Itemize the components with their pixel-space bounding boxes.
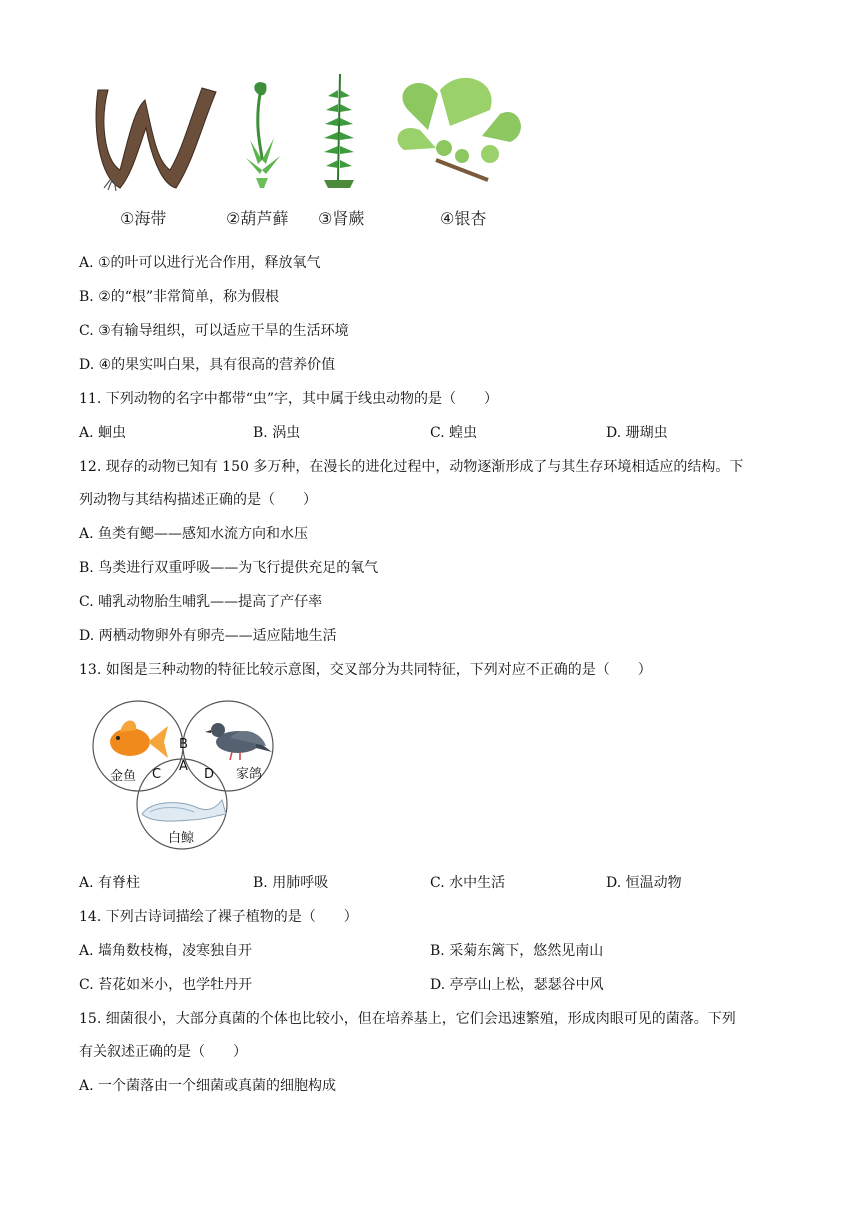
goldfish-icon bbox=[110, 721, 168, 759]
caption-moss: ②葫芦藓 bbox=[226, 209, 289, 228]
q11-option-a[interactable]: A. 蛔虫 bbox=[79, 425, 127, 441]
q14-option-b[interactable]: B. 采菊东篱下，悠然见南山 bbox=[430, 943, 604, 959]
q13-option-b[interactable]: B. 用肺呼吸 bbox=[253, 875, 329, 891]
q15-option-a[interactable]: A. 一个菌落由一个细菌或真菌的细胞构成 bbox=[79, 1078, 337, 1094]
fern-illustration bbox=[324, 74, 354, 188]
q14-option-d[interactable]: D. 亭亭山上松，瑟瑟谷中风 bbox=[430, 977, 604, 993]
q11-option-b[interactable]: B. 涡虫 bbox=[253, 425, 301, 441]
q15-stem-line1: 15. 细菌很小，大部分真菌的个体也比较小，但在培养基上，它们会迅速繁殖，形成肉眼可见的菌落。下列 bbox=[79, 1011, 736, 1027]
q13-stem: 13. 如图是三种动物的特征比较示意图，交叉部分为共同特征，下列对应不正确的是（ ） bbox=[79, 662, 652, 678]
q10-option-a[interactable]: A. ①的叶可以进行光合作用，释放氧气 bbox=[79, 255, 321, 271]
q14-stem: 14. 下列古诗词描绘了裸子植物的是（ ） bbox=[79, 909, 358, 925]
region-label-a: A bbox=[179, 759, 188, 774]
q10-option-b[interactable]: B. ②的“根”非常简单，称为假根 bbox=[79, 289, 280, 305]
q12-option-a[interactable]: A. 鱼类有鳃——感知水流方向和水压 bbox=[79, 526, 309, 542]
region-label-b: B bbox=[179, 737, 188, 752]
pigeon-icon bbox=[205, 723, 272, 760]
venn-diagram bbox=[90, 696, 282, 856]
beluga-icon bbox=[142, 800, 226, 821]
caption-kelp: ①海带 bbox=[120, 209, 167, 228]
q13-option-d[interactable]: D. 恒温动物 bbox=[606, 875, 682, 891]
animal-label-whale: 白鲸 bbox=[168, 831, 195, 846]
caption-fern: ③肾蕨 bbox=[318, 209, 365, 228]
q12-option-b[interactable]: B. 鸟类进行双重呼吸——为飞行提供充足的氧气 bbox=[79, 560, 379, 576]
q12-option-d[interactable]: D. 两栖动物卵外有卵壳——适应陆地生活 bbox=[79, 628, 337, 644]
q12-option-c[interactable]: C. 哺乳动物胎生哺乳——提高了产仔率 bbox=[79, 594, 323, 610]
q10-option-c[interactable]: C. ③有输导组织，可以适应干旱的生活环境 bbox=[79, 323, 349, 339]
q11-option-d[interactable]: D. 珊瑚虫 bbox=[606, 425, 668, 441]
ginkgo-illustration bbox=[397, 78, 520, 180]
caption-ginkgo: ④银杏 bbox=[440, 209, 487, 228]
animal-label-goldfish: 金鱼 bbox=[110, 769, 137, 784]
region-label-d: D bbox=[204, 767, 215, 782]
moss-illustration bbox=[246, 82, 280, 188]
kelp-illustration bbox=[96, 88, 216, 191]
animal-label-pigeon: 家鸽 bbox=[236, 767, 263, 782]
q11-option-c[interactable]: C. 蝗虫 bbox=[430, 425, 478, 441]
q15-stem-line2: 有关叙述正确的是（ ） bbox=[79, 1044, 247, 1060]
plant-figure bbox=[90, 70, 530, 232]
q14-option-a[interactable]: A. 墙角数枝梅，凌寒独自开 bbox=[79, 943, 253, 959]
q11-stem: 11. 下列动物的名字中都带“虫”字，其中属于线虫动物的是（ ） bbox=[79, 391, 499, 407]
q12-stem-line1: 12. 现存的动物已知有 150 多万种，在漫长的进化过程中，动物逐渐形成了与其生存环境相适应的结构。下 bbox=[79, 459, 744, 475]
q13-option-c[interactable]: C. 水中生活 bbox=[430, 875, 506, 891]
q14-option-c[interactable]: C. 苔花如米小，也学牡丹开 bbox=[79, 977, 253, 993]
q12-stem-line2: 列动物与其结构描述正确的是（ ） bbox=[79, 492, 317, 508]
region-label-c: C bbox=[152, 767, 162, 782]
q10-option-d[interactable]: D. ④的果实叫白果，具有很高的营养价值 bbox=[79, 357, 336, 373]
q13-option-a[interactable]: A. 有脊柱 bbox=[79, 875, 141, 891]
